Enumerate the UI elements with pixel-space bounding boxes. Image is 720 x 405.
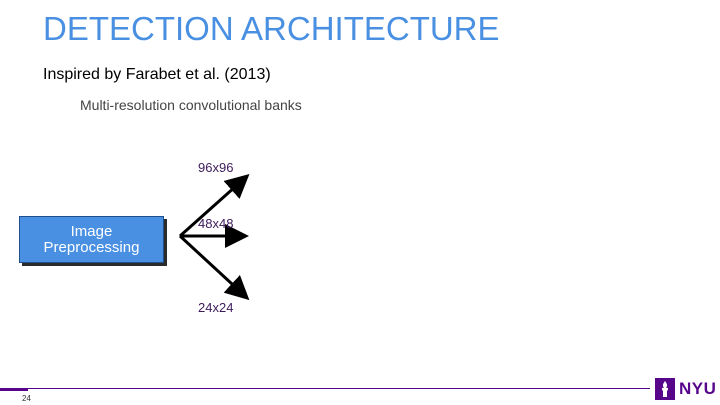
resolution-label-48: 48x48	[198, 216, 234, 231]
nyu-logo	[655, 378, 716, 400]
footer-rule	[28, 388, 650, 389]
slide-title: DETECTION ARCHITECTURE	[43, 10, 500, 47]
bullet-subpoint: Multi-resolution convolutional banks	[80, 97, 302, 113]
resolution-label-96: 96x96	[198, 160, 234, 175]
image-preprocessing-label: Image Preprocessing	[43, 222, 140, 256]
torch-icon	[655, 378, 675, 400]
resolution-label-24: 24x24	[198, 300, 234, 315]
page-number: 24	[22, 394, 31, 403]
arrow-to-24	[180, 236, 245, 296]
nyu-logo-text: NYU	[679, 379, 717, 398]
slide-subtitle: Inspired by Farabet et al. (2013)	[43, 66, 271, 83]
footer-accent	[0, 388, 28, 391]
